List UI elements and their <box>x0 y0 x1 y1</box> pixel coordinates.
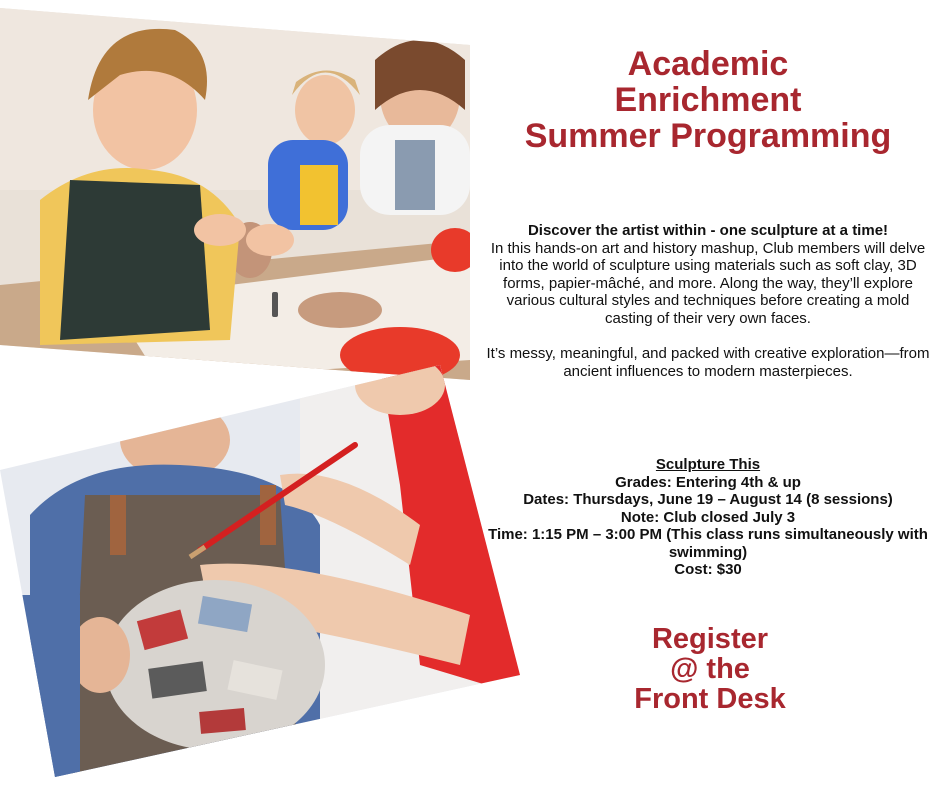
class-info <box>486 456 930 579</box>
class-grades: Grades: Entering 4th & up <box>615 473 801 491</box>
class-name: Sculpture This <box>655 456 761 473</box>
description-body-2: It’s messy, meaningful, and packed with creative exploration—from ancient influences to modern masterpieces. <box>486 345 930 380</box>
title-line-1: Academic <box>627 45 789 83</box>
photo-clay-sculpting <box>0 0 470 380</box>
papier-mache-illustration <box>0 365 520 788</box>
page-title <box>488 46 928 154</box>
class-note: Note: Club closed July 3 <box>620 508 796 526</box>
register-callout <box>560 624 860 714</box>
photo-papier-mache <box>0 365 520 788</box>
program-description <box>486 222 930 380</box>
title-line-3: Summer Programming <box>524 117 892 155</box>
class-time: Time: 1:15 PM – 3:00 PM (This class runs simultaneously with swimming) <box>488 526 928 561</box>
register-line-1: Register <box>651 623 769 655</box>
description-lead: Discover the artist within - one sculpture at a time! <box>527 222 889 239</box>
description-body: In this hands-on art and history mashup, Club members will delve into the world of sculpture using materials such as soft clay, 3D forms, papier-mâché, and more. Along the way, they’ll explore various cultural styles and techniques before creating a mold casting of their very own faces. <box>490 239 926 327</box>
register-line-3: Front Desk <box>634 683 786 715</box>
clay-sculpting-illustration <box>0 0 470 380</box>
class-dates: Dates: Thursdays, June 19 – August 14 (8 sessions) <box>523 491 893 508</box>
class-cost: Cost: $30 <box>674 561 742 578</box>
title-line-2: Enrichment <box>614 81 802 119</box>
register-line-2: @ the <box>670 653 750 685</box>
